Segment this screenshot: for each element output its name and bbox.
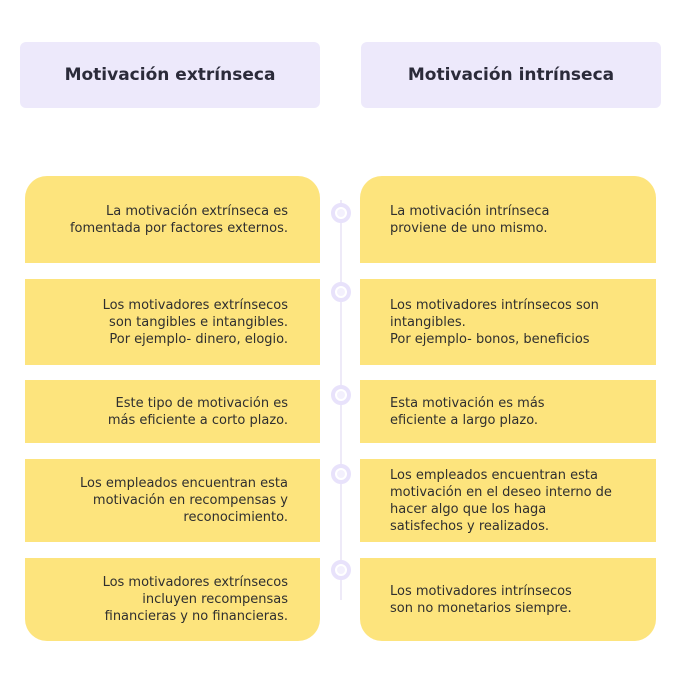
extrinsic-card-1 — [25, 176, 320, 263]
extrinsic-card-4 — [25, 459, 320, 542]
card-text: Los motivadores intrínsecos son no monetarios siempre. — [390, 583, 572, 616]
card-text: La motivación intrínseca proviene de uno mismo. — [390, 203, 550, 236]
timeline-node — [331, 560, 351, 580]
intrinsic-card-5 — [360, 558, 656, 641]
timeline-node — [331, 385, 351, 405]
header-intrinsic-title: Motivación intrínseca — [407, 65, 615, 85]
card-text: Los empleados encuentran esta motivación en el deseo interno de hacer algo que los haga satisfechos y realizados. — [390, 467, 612, 534]
header-extrinsic-title: Motivación extrínseca — [64, 65, 276, 85]
card-text: Los motivadores extrínsecos son tangibles e intangibles. Por ejemplo- dinero, elogio. — [102, 297, 288, 347]
card-text: Esta motivación es más eficiente a largo plazo. — [390, 395, 545, 428]
intrinsic-card-3 — [360, 380, 656, 443]
header-intrinsic — [361, 42, 661, 108]
intrinsic-card-2 — [360, 279, 656, 365]
card-text: Los empleados encuentran esta motivación en recompensas y reconocimiento. — [80, 476, 288, 525]
timeline-node — [331, 282, 351, 302]
extrinsic-card-3 — [25, 380, 320, 443]
card-text: Los motivadores intrínsecos son intangibles. Por ejemplo- bonos, beneficios — [390, 297, 599, 347]
card-text: La motivación extrínseca es fomentada por factores externos. — [69, 203, 288, 236]
card-text: Los motivadores extrínsecos incluyen recompensas financieras y no financieras. — [102, 575, 288, 624]
timeline-node — [331, 464, 351, 484]
extrinsic-card-2 — [25, 279, 320, 365]
card-text: Este tipo de motivación es más eficiente a corto plazo. — [107, 395, 288, 428]
timeline-node — [331, 203, 351, 223]
extrinsic-card-5 — [25, 558, 320, 641]
header-extrinsic — [20, 42, 320, 108]
intrinsic-card-1 — [360, 176, 656, 263]
intrinsic-card-4 — [360, 459, 656, 542]
